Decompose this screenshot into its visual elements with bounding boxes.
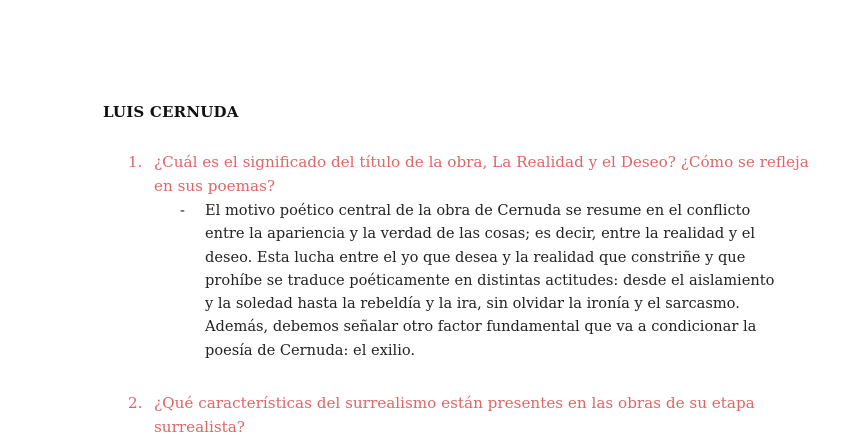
- bullet-marker: -: [180, 202, 185, 219]
- answer-line: entre la apariencia y la verdad de las cosas; es decir, entre la realidad y el: [205, 225, 756, 243]
- document-title: LUIS CERNUDA: [103, 103, 239, 121]
- question-number: 1.: [128, 153, 143, 171]
- question-line: ¿Cuál es el significado del título de la obra, La Realidad y el Deseo? ¿Cómo se refleja: [154, 153, 809, 171]
- question-text: [154, 391, 754, 439]
- answer-line: poesía de Cernuda: el exilio.: [205, 341, 416, 359]
- answer-line: prohíbe se traduce poéticamente en distintas actitudes: desde el aislamiento: [205, 271, 775, 289]
- answer-line: Además, debemos señalar otro factor fundamental que va a condicionar la: [205, 318, 757, 336]
- question-line: ¿Qué características del surrealismo están presentes en las obras de su etapa: [154, 394, 755, 412]
- question-line: en sus poemas?: [154, 177, 276, 195]
- answer-text: [205, 199, 775, 362]
- question-number: 2.: [128, 394, 143, 412]
- question-line: surrealista?: [154, 418, 245, 436]
- question-text: [154, 150, 809, 198]
- answer-line: El motivo poético central de la obra de Cernuda se resume en el conflicto: [205, 202, 751, 219]
- answer-line: deseo. Esta lucha entre el yo que desea y la realidad que constriñe y que: [205, 248, 746, 266]
- answer-line: y la soledad hasta la rebeldía y la ira, sin olvidar la ironía y el sarcasmo.: [205, 295, 740, 313]
